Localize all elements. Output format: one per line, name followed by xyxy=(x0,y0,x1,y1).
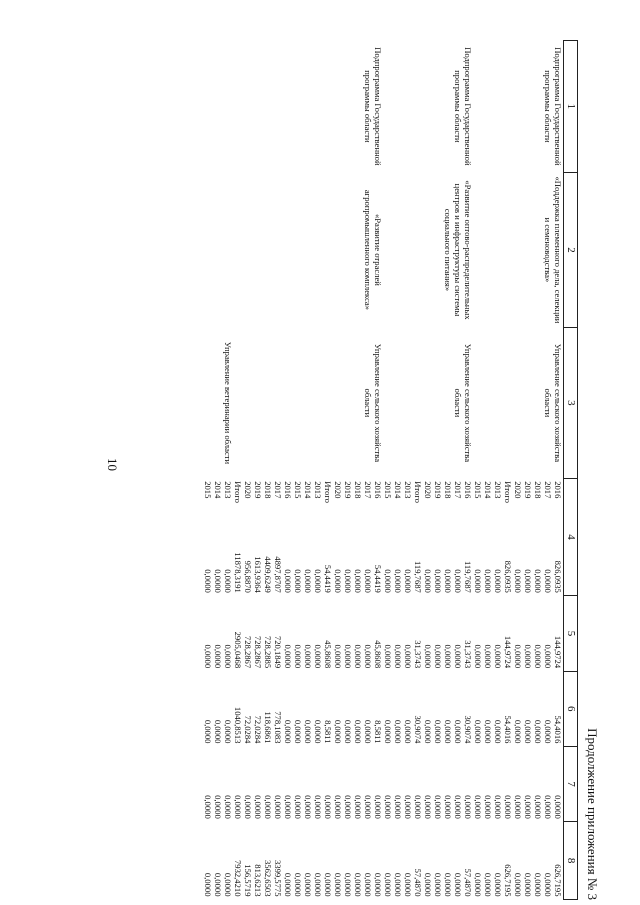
value-cell: 0,0000 xyxy=(493,719,503,744)
value-cell: 0,0000 xyxy=(423,569,433,593)
value-cell: 0,0000 xyxy=(483,644,493,669)
value-cell: 31,3743 xyxy=(463,640,473,669)
year-cell: 2020 xyxy=(513,481,523,499)
value-cell: 0,0000 xyxy=(403,719,413,744)
value-cell: 0,0000 xyxy=(343,719,353,744)
value-cell: 8,5811 xyxy=(323,720,333,744)
value-cell: 0,0000 xyxy=(533,719,543,744)
header-col-6: 6 xyxy=(564,671,578,746)
value-cell: 728,2885 xyxy=(263,635,273,669)
year-cell: 2013 xyxy=(223,481,233,499)
value-cell: 57,4870 xyxy=(463,868,473,897)
value-cell: 0,0000 xyxy=(283,644,293,669)
responsible-body: Управление ветеринарии области xyxy=(223,341,233,465)
year-cell: 2019 xyxy=(433,481,443,499)
value-cell: 0,0000 xyxy=(343,569,353,593)
year-cell: 2017 xyxy=(543,481,553,499)
value-cell: 0,0000 xyxy=(363,569,373,593)
responsible-body: Управление сельского хозяйства области xyxy=(542,343,563,463)
value-cell: 0,0000 xyxy=(333,795,343,819)
value-cell: 778,1083 xyxy=(273,711,283,744)
budget-table xyxy=(203,40,578,900)
value-cell: 54,4016 xyxy=(553,715,563,744)
value-cell: 0,0000 xyxy=(353,795,363,819)
value-cell: 54,4419 xyxy=(323,564,333,593)
value-cell: 45,8608 xyxy=(323,640,333,669)
value-cell: 0,0000 xyxy=(313,795,323,819)
year-cell: 2017 xyxy=(363,481,373,499)
value-cell: 0,0000 xyxy=(473,719,483,744)
value-cell: 0,0000 xyxy=(423,719,433,744)
value-cell: 0,0000 xyxy=(363,719,373,744)
year-cell: 2016 xyxy=(553,481,563,499)
value-cell: 0,0000 xyxy=(213,872,223,897)
value-cell: 57,4870 xyxy=(413,868,423,897)
value-cell: 0,0000 xyxy=(203,872,213,897)
value-cell: 0,0000 xyxy=(363,795,373,819)
table-body xyxy=(203,41,564,900)
year-column xyxy=(473,478,564,525)
value-column-2 xyxy=(203,596,233,671)
value-column-3 xyxy=(203,671,233,746)
value-cell: 0,0000 xyxy=(353,719,363,744)
value-cell: 0,0000 xyxy=(463,795,473,819)
value-cell: 0,0000 xyxy=(443,795,453,819)
year-column xyxy=(233,478,383,525)
value-cell: 0,0000 xyxy=(343,644,353,669)
value-cell: 0,0000 xyxy=(233,795,243,819)
value-cell: 2905,0468 xyxy=(233,631,243,669)
header-col-7: 7 xyxy=(564,746,578,821)
year-cell: 2018 xyxy=(353,481,363,499)
year-cell: 2018 xyxy=(263,481,273,499)
value-column-2 xyxy=(473,596,564,671)
value-cell: 7932,4210 xyxy=(233,859,243,897)
year-cell: Итого xyxy=(503,481,513,503)
value-cell: 0,0000 xyxy=(333,644,343,669)
value-cell: 3562,6503 xyxy=(263,859,273,897)
value-cell: 4897,8707 xyxy=(273,556,283,593)
value-cell: 0,0000 xyxy=(203,644,213,669)
value-cell: 0,0000 xyxy=(213,644,223,669)
year-column xyxy=(203,478,233,525)
value-cell: 0,0000 xyxy=(443,872,453,897)
value-cell: 0,0000 xyxy=(223,872,233,897)
subprogram-name: «Развитие оптово-распределительных центров и инфраструктуры системы социального питания» xyxy=(442,180,473,320)
year-cell: 2020 xyxy=(243,481,253,499)
value-cell: 144,9724 xyxy=(553,635,563,669)
value-cell: 0,0000 xyxy=(513,569,523,593)
value-cell: 0,0000 xyxy=(543,719,553,744)
value-cell: 0,0000 xyxy=(293,795,303,819)
value-cell: 4409,6249 xyxy=(263,556,273,593)
value-cell: 0,0000 xyxy=(493,795,503,819)
value-column-1 xyxy=(473,525,564,596)
value-cell: 119,7687 xyxy=(413,560,423,593)
value-cell: 0,0000 xyxy=(523,719,533,744)
value-cell: 0,0000 xyxy=(243,795,253,819)
value-cell: 0,0000 xyxy=(333,872,343,897)
value-cell: 0,0000 xyxy=(453,569,463,593)
value-cell: 0,0000 xyxy=(513,719,523,744)
value-cell: 0,0000 xyxy=(313,719,323,744)
year-cell: 2014 xyxy=(483,481,493,499)
value-cell: 0,0000 xyxy=(453,795,463,819)
subprogram-name: «Поддержка племенного дела, селекции и семеноводства» xyxy=(542,176,563,324)
year-cell: 2019 xyxy=(343,481,353,499)
value-cell: 0,0000 xyxy=(553,795,563,819)
value-cell: 0,0000 xyxy=(383,569,393,593)
value-cell: 144,9724 xyxy=(503,635,513,669)
value-cell: 0,0000 xyxy=(323,872,333,897)
value-cell: 0,0000 xyxy=(293,719,303,744)
value-cell: 0,0000 xyxy=(413,795,423,819)
year-cell: 2015 xyxy=(293,481,303,499)
value-cell: 0,0000 xyxy=(533,569,543,593)
rotated-page xyxy=(90,40,600,900)
value-cell: 0,0000 xyxy=(403,795,413,819)
value-cell: 0,0000 xyxy=(473,795,483,819)
year-cell: 2014 xyxy=(393,481,403,499)
value-cell: 0,0000 xyxy=(293,644,303,669)
value-cell: 0,0000 xyxy=(543,644,553,669)
year-cell: 2015 xyxy=(473,481,483,499)
value-cell: 54,4419 xyxy=(373,564,383,593)
value-cell: 720,1849 xyxy=(273,635,283,669)
responsible-body: Управление сельского хозяйства области xyxy=(362,343,383,463)
value-cell: 0,0000 xyxy=(313,569,323,593)
header-col-8: 8 xyxy=(564,822,578,900)
value-cell: 72,0284 xyxy=(253,715,263,744)
year-cell: 2017 xyxy=(453,481,463,499)
table-row xyxy=(383,41,473,900)
value-cell: 0,0000 xyxy=(443,719,453,744)
value-column-4 xyxy=(233,746,383,821)
value-cell: 0,0000 xyxy=(393,795,403,819)
value-cell: 0,0000 xyxy=(483,569,493,593)
value-cell: 0,0000 xyxy=(523,569,533,593)
value-cell: 0,0000 xyxy=(533,644,543,669)
value-cell: 0,0000 xyxy=(423,795,433,819)
value-cell: 8,5811 xyxy=(373,720,383,744)
value-column-3 xyxy=(383,671,473,746)
value-cell: 728,2867 xyxy=(253,635,263,669)
year-cell: 2016 xyxy=(463,481,473,499)
value-cell: 626,7195 xyxy=(503,864,513,897)
subprogram-type: Подпрограмма Государственной программы области xyxy=(362,47,383,166)
value-cell: 0,0000 xyxy=(543,795,553,819)
value-cell: 0,0000 xyxy=(473,872,483,897)
subprogram-type: Подпрограмма Государственной программы области xyxy=(542,47,563,166)
value-cell: 0,0000 xyxy=(343,795,353,819)
value-cell: 0,0000 xyxy=(403,569,413,593)
year-cell: 2016 xyxy=(373,481,383,499)
value-cell: 0,0000 xyxy=(213,719,223,744)
year-cell: 2019 xyxy=(253,481,263,499)
header-col-4: 4 xyxy=(564,478,578,596)
value-cell: 0,0000 xyxy=(523,795,533,819)
year-cell: 2015 xyxy=(203,481,213,499)
value-column-5 xyxy=(473,822,564,900)
year-cell: Итого xyxy=(413,481,423,503)
year-cell: Итого xyxy=(323,481,333,503)
value-cell: 0,0000 xyxy=(423,872,433,897)
value-column-5 xyxy=(203,822,233,900)
value-cell: 118,6861 xyxy=(263,711,273,744)
value-cell: 0,0000 xyxy=(383,795,393,819)
value-column-3 xyxy=(233,671,383,746)
value-cell: 0,0000 xyxy=(283,795,293,819)
value-cell: 0,0000 xyxy=(453,644,463,669)
value-cell: 1040,8513 xyxy=(233,706,243,744)
year-cell: 2020 xyxy=(423,481,433,499)
value-cell: 0,0000 xyxy=(513,872,523,897)
value-cell: 0,0000 xyxy=(383,719,393,744)
header-col-3: 3 xyxy=(564,328,578,479)
value-cell: 156,5719 xyxy=(243,864,253,897)
value-cell: 0,0000 xyxy=(223,795,233,819)
value-cell: 0,0000 xyxy=(383,644,393,669)
value-cell: 0,0000 xyxy=(293,872,303,897)
year-column xyxy=(383,478,473,525)
value-cell: 0,0000 xyxy=(313,644,323,669)
value-column-3 xyxy=(473,671,564,746)
value-column-4 xyxy=(473,746,564,821)
value-cell: 0,0000 xyxy=(333,719,343,744)
year-cell: 2018 xyxy=(533,481,543,499)
year-cell: 2014 xyxy=(303,481,313,499)
table-row xyxy=(233,41,383,900)
value-cell: 30,9074 xyxy=(413,715,423,744)
value-column-2 xyxy=(233,596,383,671)
year-cell: 2019 xyxy=(523,481,533,499)
subprogram-name: «Развитие отраслей агропромышленного комплекса» xyxy=(362,189,383,311)
value-cell: 0,0000 xyxy=(223,569,233,593)
value-cell: 0,0000 xyxy=(353,872,363,897)
value-cell: 0,0000 xyxy=(303,569,313,593)
value-cell: 0,0000 xyxy=(473,569,483,593)
value-cell: 72,0284 xyxy=(243,715,253,744)
value-cell: 31,3743 xyxy=(413,640,423,669)
value-cell: 0,0000 xyxy=(433,644,443,669)
value-cell: 0,0000 xyxy=(393,719,403,744)
value-cell: 0,0000 xyxy=(263,795,273,819)
value-cell: 0,0000 xyxy=(343,872,353,897)
value-column-4 xyxy=(203,746,233,821)
value-cell: 0,0000 xyxy=(493,569,503,593)
subprogram-type xyxy=(203,41,233,173)
value-cell: 813,6213 xyxy=(253,864,263,897)
subprogram-type: Подпрограмма Государственной программы области xyxy=(452,47,473,166)
value-cell: 0,0000 xyxy=(353,569,363,593)
value-cell: 0,0000 xyxy=(533,795,543,819)
value-cell: 0,0000 xyxy=(403,872,413,897)
continuation-title: Продолжение приложения № 3 xyxy=(585,728,600,900)
year-cell: 2020 xyxy=(333,481,343,499)
value-cell: 0,0000 xyxy=(223,644,233,669)
value-cell: 0,0000 xyxy=(393,569,403,593)
value-cell: 0,0000 xyxy=(303,872,313,897)
header-col-2: 2 xyxy=(564,172,578,327)
value-cell: 626,7195 xyxy=(553,864,563,897)
value-cell: 0,0000 xyxy=(493,644,503,669)
value-cell: 0,0000 xyxy=(223,719,233,744)
value-cell: 0,0000 xyxy=(283,872,293,897)
value-cell: 0,0000 xyxy=(443,569,453,593)
value-cell: 0,0000 xyxy=(433,795,443,819)
value-cell: 0,0000 xyxy=(473,644,483,669)
value-cell: 119,7687 xyxy=(463,560,473,593)
value-column-1 xyxy=(383,525,473,596)
header-col-5: 5 xyxy=(564,596,578,671)
value-cell: 0,0000 xyxy=(393,644,403,669)
value-column-4 xyxy=(383,746,473,821)
value-cell: 11878,3191 xyxy=(233,552,243,593)
value-cell: 0,0000 xyxy=(403,644,413,669)
value-cell: 0,0000 xyxy=(203,719,213,744)
value-cell: 0,0000 xyxy=(333,569,343,593)
value-cell: 0,0000 xyxy=(453,872,463,897)
value-cell: 0,0000 xyxy=(213,795,223,819)
value-cell: 45,8608 xyxy=(373,640,383,669)
year-cell: 2017 xyxy=(273,481,283,499)
value-cell: 0,0000 xyxy=(303,795,313,819)
value-cell: 0,0000 xyxy=(543,569,553,593)
value-column-5 xyxy=(233,822,383,900)
value-cell: 0,0000 xyxy=(373,795,383,819)
value-column-1 xyxy=(203,525,233,596)
value-column-1 xyxy=(233,525,383,596)
year-cell: 2013 xyxy=(313,481,323,499)
value-cell: 0,0000 xyxy=(523,872,533,897)
header-row xyxy=(564,41,578,900)
value-cell: 0,0000 xyxy=(253,795,263,819)
value-cell: 0,0000 xyxy=(363,644,373,669)
value-cell: 826,0935 xyxy=(503,560,513,593)
value-cell: 0,0000 xyxy=(433,569,443,593)
value-cell: 0,0000 xyxy=(423,644,433,669)
value-cell: 0,0000 xyxy=(433,872,443,897)
value-cell: 0,0000 xyxy=(533,872,543,897)
responsible-body: Управление сельского хозяйства области xyxy=(452,343,473,463)
table-row xyxy=(473,41,564,900)
value-cell: 0,0000 xyxy=(373,872,383,897)
value-cell: 0,0000 xyxy=(203,569,213,593)
value-cell: 0,0000 xyxy=(523,644,533,669)
value-cell: 0,0000 xyxy=(383,872,393,897)
value-cell: 0,0000 xyxy=(283,569,293,593)
value-cell: 0,0000 xyxy=(493,872,503,897)
year-cell: 2016 xyxy=(283,481,293,499)
value-cell: 0,0000 xyxy=(483,872,493,897)
value-cell: 0,0000 xyxy=(283,719,293,744)
value-cell: 0,0000 xyxy=(303,719,313,744)
table-row xyxy=(203,41,233,900)
year-cell: 2015 xyxy=(383,481,393,499)
value-cell: 956,8870 xyxy=(243,560,253,593)
value-cell: 0,0000 xyxy=(303,644,313,669)
page-number: 10 xyxy=(105,458,120,471)
value-cell: 0,0000 xyxy=(443,644,453,669)
value-cell: 0,0000 xyxy=(273,795,283,819)
value-cell: 0,0000 xyxy=(213,569,223,593)
value-cell: 0,0000 xyxy=(203,795,213,819)
header-col-1: 1 xyxy=(564,41,578,173)
value-cell: 3399,5775 xyxy=(273,859,283,897)
subprogram-name xyxy=(203,172,233,327)
year-cell: Итого xyxy=(233,481,243,503)
value-cell: 1613,9364 xyxy=(253,556,263,593)
year-cell: 2013 xyxy=(493,481,503,499)
value-cell: 0,0000 xyxy=(433,719,443,744)
value-cell: 0,0000 xyxy=(543,872,553,897)
value-cell: 0,0000 xyxy=(513,644,523,669)
value-cell: 54,4016 xyxy=(503,715,513,744)
value-cell: 0,0000 xyxy=(483,719,493,744)
value-cell: 826,0935 xyxy=(553,560,563,593)
value-cell: 0,0000 xyxy=(323,795,333,819)
value-cell: 0,0000 xyxy=(393,872,403,897)
value-column-2 xyxy=(383,596,473,671)
year-cell: 2014 xyxy=(213,481,223,499)
value-cell: 0,0000 xyxy=(513,795,523,819)
value-cell: 0,0000 xyxy=(353,644,363,669)
value-cell: 30,9074 xyxy=(463,715,473,744)
value-cell: 0,0000 xyxy=(483,795,493,819)
year-cell: 2013 xyxy=(403,481,413,499)
value-cell: 0,0000 xyxy=(453,719,463,744)
value-cell: 0,0000 xyxy=(363,872,373,897)
value-cell: 728,2867 xyxy=(243,635,253,669)
value-cell: 0,0000 xyxy=(313,872,323,897)
value-cell: 0,0000 xyxy=(293,569,303,593)
value-cell: 0,0000 xyxy=(503,795,513,819)
value-column-5 xyxy=(383,822,473,900)
year-cell: 2018 xyxy=(443,481,453,499)
